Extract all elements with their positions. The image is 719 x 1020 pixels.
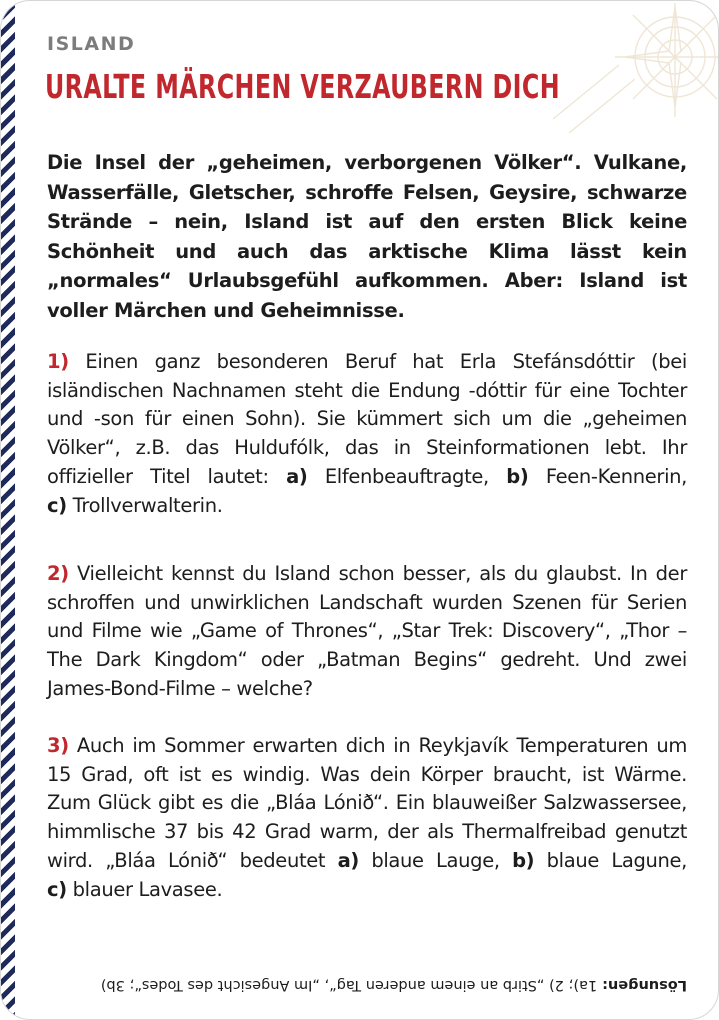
option-text: Elfenbeauftragte, [324,464,489,488]
question-text: Einen ganz besonderen Beruf hat Erla Stefánsdóttir (bei isländischen Nachnamen steht die Endung -dóttir für eine Tochter und -son für einen Sohn). Sie kümmert sich um die „geheimen Völker“, z.B. das Huldufólk, das in Steinformationen lebt. Ihr offizieller Titel lautet: [47,350,687,488]
option-label: a) [286,464,308,488]
solutions-upside-down [47,965,687,1005]
option-label: a) [337,848,359,872]
intro-paragraph: Die Insel der „geheimen, verborgenen Völker“. Vulkane, Wasserfälle, Gletscher, schroffe Felsen, Geysire, schwarze Strände – nein, Island ist auf den ersten Blick keine Schönheit und auch das arktische Klima lässt kein „normales“ Urlaubsgefühl aufkommen. Aber: Island ist voller Märchen und Geheimnisse. [47,151,687,322]
question-number: 3) [47,734,69,757]
solutions-text: 1a); 2) „Stirb an einem anderen Tag“, „Im Angesicht des Todes“; 3b) [100,977,598,993]
option-text: Feen-Kennerin, [545,464,687,488]
country-label: ISLAND [47,33,136,55]
question-1 [47,348,687,520]
option-text: Trollverwalterin. [72,493,223,517]
striped-border [1,1,15,1019]
question-2 [47,560,687,704]
question-text: Auch im Sommer erwarten dich in Reykjavík Temperaturen um 15 Grad, oft ist es windig. Was dein Körper braucht, ist Wärme. Zum Glück gibt es die „Bláa Lónið“. Ein blauweißer Salzwassersee, himmlische 37 bis 42 Grad warm, der als Thermalfreibad genutzt wird. „Bláa Lónið“ bedeutet [47,734,687,872]
option-text: blaue Lagune, [546,848,687,872]
compass-rose-icon [549,3,719,143]
option-label: b) [506,464,529,488]
option-label: c) [47,877,67,901]
question-number: 2) [47,562,69,585]
question-number: 1) [47,350,69,373]
option-text: blauer Lavasee. [72,877,223,901]
option-text: blaue Lauge, [371,848,500,872]
option-label: b) [512,848,535,872]
question-3 [47,732,687,904]
solutions-label: Lösungen: [602,977,687,993]
card-title: URALTE MÄRCHEN VERZAUBERN DICH [45,67,561,106]
question-text: Vielleicht kennst du Island schon besser, als du glaubst. In der schroffen und unwirklichen Landschaft wurden Szenen für Serien und Filme wie „Game of Thrones“, „Star Trek: Discovery“, „Thor – The Dark Kingdom“ oder „Batman Begins“ gedreht. Und zwei James-Bond-Filme – welche? [47,562,687,700]
option-label: c) [47,493,67,517]
